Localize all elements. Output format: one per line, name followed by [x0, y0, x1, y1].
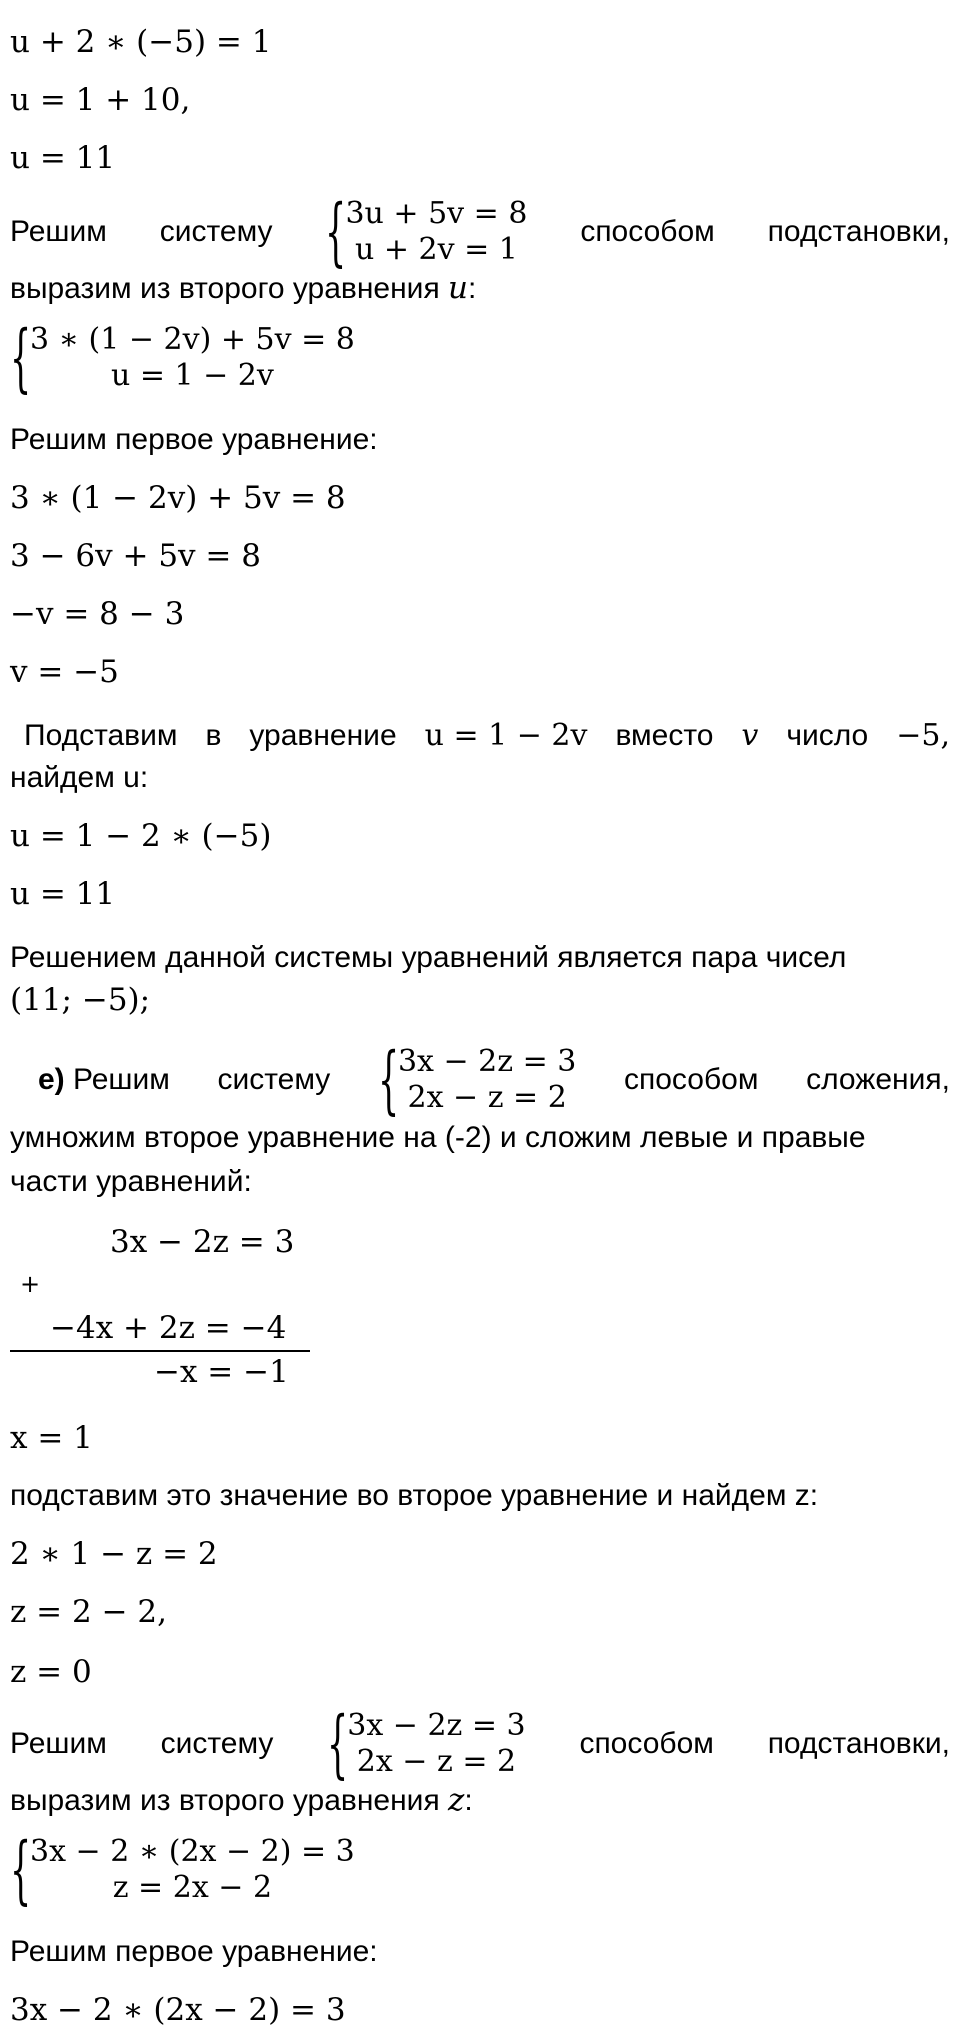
paragraph-substitution-2: [10, 1701, 950, 1787]
word: систему: [160, 1727, 274, 1760]
system-equation: 3x − 2z = 3: [347, 1708, 526, 1743]
equation-line: u = 11: [10, 876, 116, 912]
word: вместо: [615, 719, 714, 752]
word: Подставим: [24, 719, 178, 752]
word: число: [786, 719, 869, 752]
number: −5,: [896, 718, 950, 753]
equation-line: v = −5: [10, 654, 119, 690]
equation-line: 3x − 2 ∗ (2x − 2) = 3: [10, 1992, 346, 2028]
equation-line: z = 0: [10, 1654, 92, 1690]
word: подстановки,: [767, 1727, 950, 1760]
equation-line: 3 − 6v + 5v = 8: [10, 538, 261, 574]
equation-line: 2 ∗ 1 − z = 2: [10, 1536, 218, 1572]
word: систему: [217, 1063, 331, 1096]
addition-middle: −4x + 2z = −4: [50, 1310, 287, 1346]
equation-line: u = 1 − 2 ∗ (−5): [10, 818, 272, 854]
equation-line: x = 1: [10, 1420, 93, 1456]
plus-sign: +: [20, 1270, 41, 1298]
paragraph-line: подставим это значение во второе уравнение и найдем z:: [10, 1479, 819, 1512]
paragraph-addition: [38, 1037, 950, 1123]
word: способом: [624, 1063, 759, 1096]
equation-system: [327, 1701, 526, 1787]
system-equation: 3x − 2z = 3: [397, 1044, 577, 1079]
word: сложения,: [806, 1063, 950, 1096]
equation-system-block: [10, 315, 950, 402]
equation-line: u + 2 ∗ (−5) = 1: [10, 24, 272, 60]
system-equation: 2x − z = 2: [356, 1744, 517, 1779]
paragraph-substitution-1: [10, 189, 950, 275]
brace-glyph: {: [327, 1701, 349, 1787]
equation-line: −v = 8 − 3: [10, 596, 185, 632]
equation-line: u = 11: [10, 140, 116, 176]
paragraph-line: умножим второе уравнение на (-2) и сложим левые и правые: [10, 1121, 866, 1154]
paragraph-substitute: [24, 716, 950, 756]
word: способом: [579, 1727, 714, 1760]
word: подстановки,: [767, 215, 950, 248]
equation-system-block: [10, 1827, 950, 1914]
word: Решим: [10, 215, 107, 248]
paragraph-line: части уравнений:: [10, 1165, 252, 1198]
brace-glyph: {: [377, 1037, 400, 1123]
brace-glyph: {: [325, 189, 347, 275]
text: выразим из второго уравнения: [10, 1784, 440, 1817]
paragraph-line: Решим первое уравнение:: [10, 423, 378, 456]
system-equation: u + 2v = 1: [354, 232, 518, 267]
brace-glyph: {: [10, 1827, 32, 1913]
system-equation: z = 2x − 2: [112, 1870, 273, 1905]
word: Решим: [10, 1727, 107, 1760]
paragraph-line: найдем u:: [10, 761, 149, 794]
equation-system: [10, 1827, 355, 1913]
system-equation: u = 1 − 2v: [110, 358, 274, 393]
equation-line: (11; −5);: [10, 982, 151, 1018]
word: способом: [580, 215, 715, 248]
equation-system: [325, 189, 528, 275]
word: в: [205, 719, 222, 752]
addition-top: 3x − 2z = 3: [110, 1224, 295, 1260]
system-equation: 3u + 5v = 8: [345, 196, 528, 231]
word: уравнение: [249, 719, 397, 752]
equation-line: 3 ∗ (1 − 2v) + 5v = 8: [10, 480, 346, 516]
brace-glyph: {: [10, 315, 32, 401]
system-equation: 3x − 2 ∗ (2x − 2) = 3: [30, 1834, 355, 1869]
text: :: [464, 1784, 473, 1817]
word: систему: [159, 215, 273, 248]
equation-line: u = 1 + 10,: [10, 82, 191, 118]
task-label: е) Решим: [38, 1063, 170, 1096]
equation-line: z = 2 − 2,: [10, 1594, 167, 1630]
text: :: [468, 272, 477, 305]
paragraph-line: [10, 1780, 950, 1821]
text: выразим из второго уравнения: [10, 272, 440, 305]
addition-result: −x = −1: [154, 1354, 289, 1390]
equation-system: [10, 315, 355, 401]
equation-system: [377, 1037, 577, 1123]
inline-equation: u = 1 − 2v: [424, 718, 588, 753]
paragraph-line: Решим первое уравнение:: [10, 1935, 378, 1968]
system-equation: 2x − z = 2: [407, 1080, 567, 1115]
variable: v: [741, 718, 759, 753]
system-equation: 3 ∗ (1 − 2v) + 5v = 8: [30, 322, 355, 357]
paragraph-line: Решением данной системы уравнений является пара чисел: [10, 941, 847, 974]
variable: u: [448, 270, 468, 306]
paragraph-line: [10, 268, 950, 309]
variable: z: [448, 1782, 465, 1818]
